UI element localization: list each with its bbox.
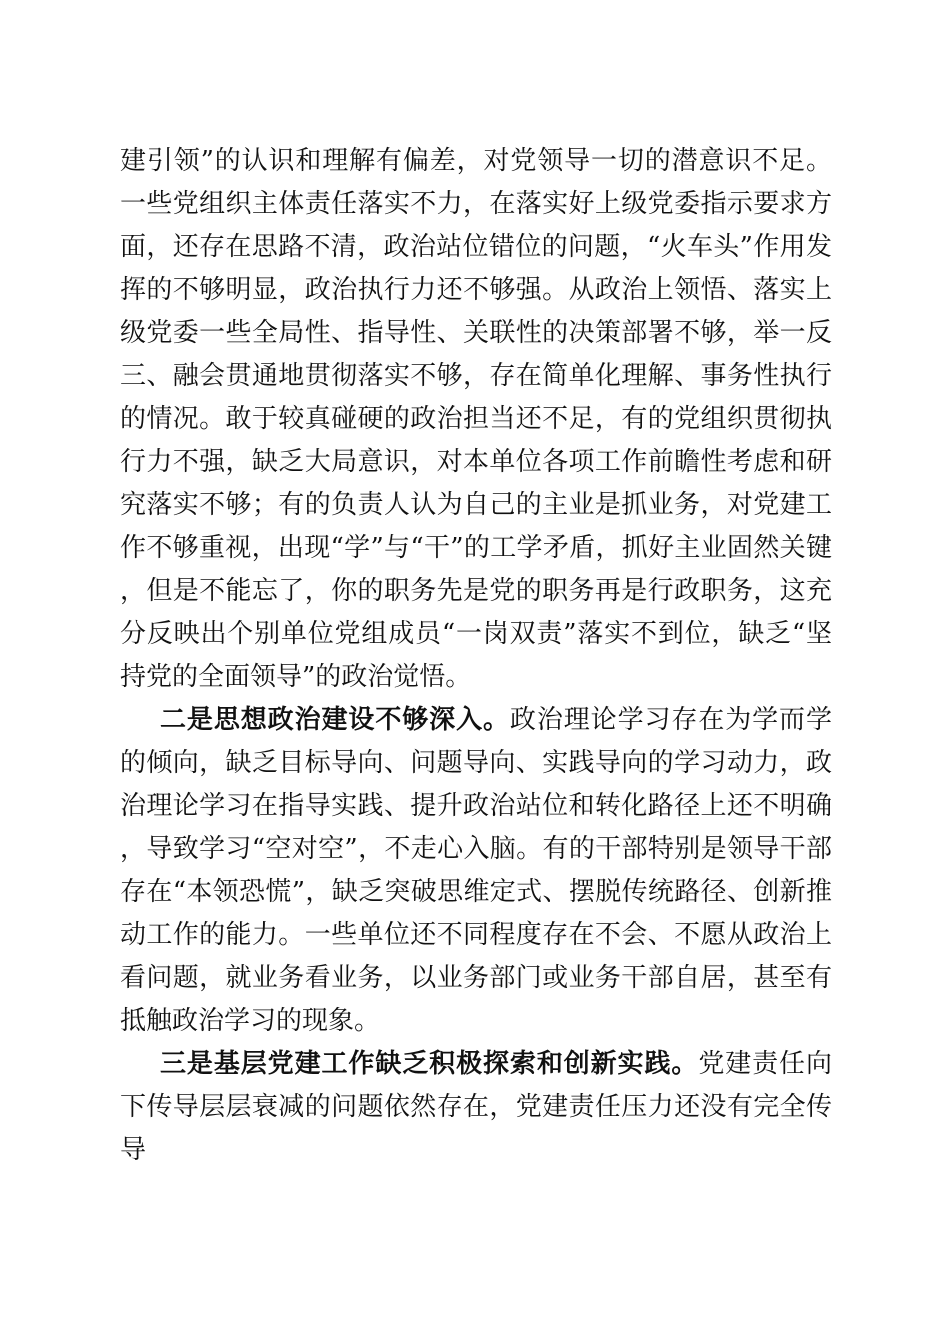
document-body xyxy=(120,140,832,1172)
paragraph-3 xyxy=(120,1043,832,1172)
paragraph-3-heading: 三是基层党建工作缺乏积极探索和创新实践。 xyxy=(160,1049,699,1079)
paragraph-2 xyxy=(120,699,832,1043)
paragraph-2-heading: 二是思想政治建设不够深入。 xyxy=(160,705,510,735)
paragraph-2-text: 政治理论学习存在为学而学的倾向，缺乏目标导向、问题导向、实践导向的学习动力，政治理论学习在指导实践、提升政治站位和转化路径上还不明确，导致学习“空对空”，不走心入脑。有的干部特别是领导干部存在“本领恐慌”，缺乏突破思维定式、摆脱传统路径、创新推动工作的能力。一些单位还不同程度存在不会、不愿从政治上看问题，就业务看业务，以业务部门或业务干部自居，甚至有抵触政治学习的现象。 xyxy=(120,705,832,1036)
paragraph-1-text: 建引领”的认识和理解有偏差，对党领导一切的潜意识不足。一些党组织主体责任落实不力，在落实好上级党委指示要求方面，还存在思路不清，政治站位错位的问题，“火车头”作用发挥的不够明显，政治执行力还不够强。从政治上领悟、落实上级党委一些全局性、指导性、关联性的决策部署不够，举一反三、融会贯通地贯彻落实不够，存在简单化理解、事务性执行的情况。敢于较真碰硬的政治担当还不足，有的党组织贯彻执行力不强，缺乏大局意识，对本单位各项工作前瞻性考虑和研究落实不够；有的负责人认为自己的主业是抓业务，对党建工作不够重视，出现“学”与“干”的工学矛盾，抓好主业固然关键，但是不能忘了，你的职务先是党的职务再是行政职务，这充分反映出个别单位党组成员“一岗双责”落实不到位，缺乏“坚持党的全面领导”的政治觉悟。 xyxy=(120,146,832,692)
paragraph-3-text: 党建责任向下传导层层衰减的问题依然存在，党建责任压力还没有完全传导 xyxy=(120,1049,832,1165)
paragraph-1 xyxy=(120,140,832,699)
